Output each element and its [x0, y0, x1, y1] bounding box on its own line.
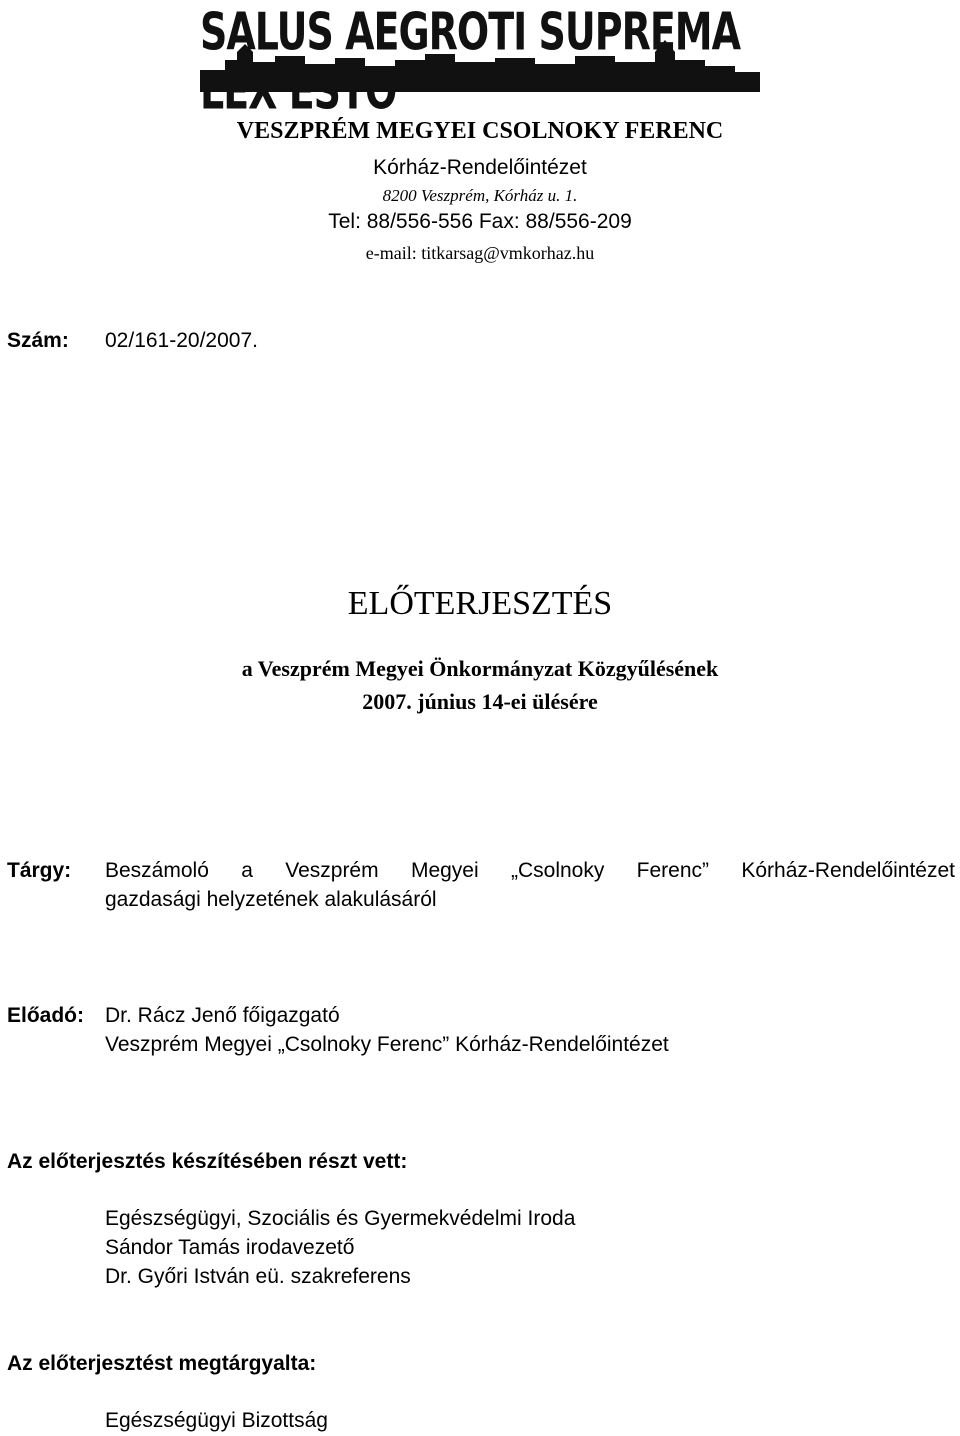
contributor-line: Dr. Győri István eü. szakreferens: [105, 1265, 411, 1288]
subject-line-1: Beszámoló a Veszprém Megyei „Csolnoky Ferenc” Kórház-Rendelőintézet: [105, 859, 955, 882]
logo-motto: SALUS AEGROTI SUPREMA LEX ESTO: [200, 2, 741, 121]
phone-fax: Tel: 88/556-556 Fax: 88/556-209: [328, 210, 632, 233]
contributor-line: Egészségügyi, Szociális és Gyermekvédelmi Iroda: [105, 1207, 576, 1230]
subject-line-2: gazdasági helyzetének alakulásáról: [105, 888, 437, 911]
institution-name: VESZPRÉM MEGYEI CSOLNOKY FERENC: [236, 118, 724, 144]
institution-address: 8200 Veszprém, Kórház u. 1.: [382, 186, 578, 205]
meeting-date: 2007. június 14-ei ülésére: [362, 689, 598, 714]
presenter-name: Dr. Rácz Jenő főigazgató: [105, 1004, 340, 1027]
contributor-line: Sándor Tamás irodavezető: [105, 1236, 355, 1259]
institution-subtitle: Kórház-Rendelőintézet: [373, 156, 587, 179]
hospital-logo: [195, 0, 765, 121]
reference-value: 02/161-20/2007.: [105, 329, 258, 352]
email-address: e-mail: titkarsag@vmkorhaz.hu: [365, 243, 595, 263]
presenter-institution: Veszprém Megyei „Csolnoky Ferenc” Kórház-Rendelőintézet: [105, 1033, 669, 1056]
contributors-label: Az előterjesztés készítésében részt vett:: [7, 1150, 408, 1173]
discussed-by-label: Az előterjesztést megtárgyalta:: [7, 1352, 317, 1375]
discussed-by-value: Egészségügyi Bizottság: [105, 1409, 328, 1432]
addressee: a Veszprém Megyei Önkormányzat Közgyűlésének: [241, 656, 719, 681]
document-title: ELŐTERJESZTÉS: [347, 585, 613, 622]
presenter-label: Előadó:: [7, 1004, 84, 1027]
subject-label: Tárgy:: [7, 859, 72, 882]
reference-label: Szám:: [7, 329, 69, 352]
